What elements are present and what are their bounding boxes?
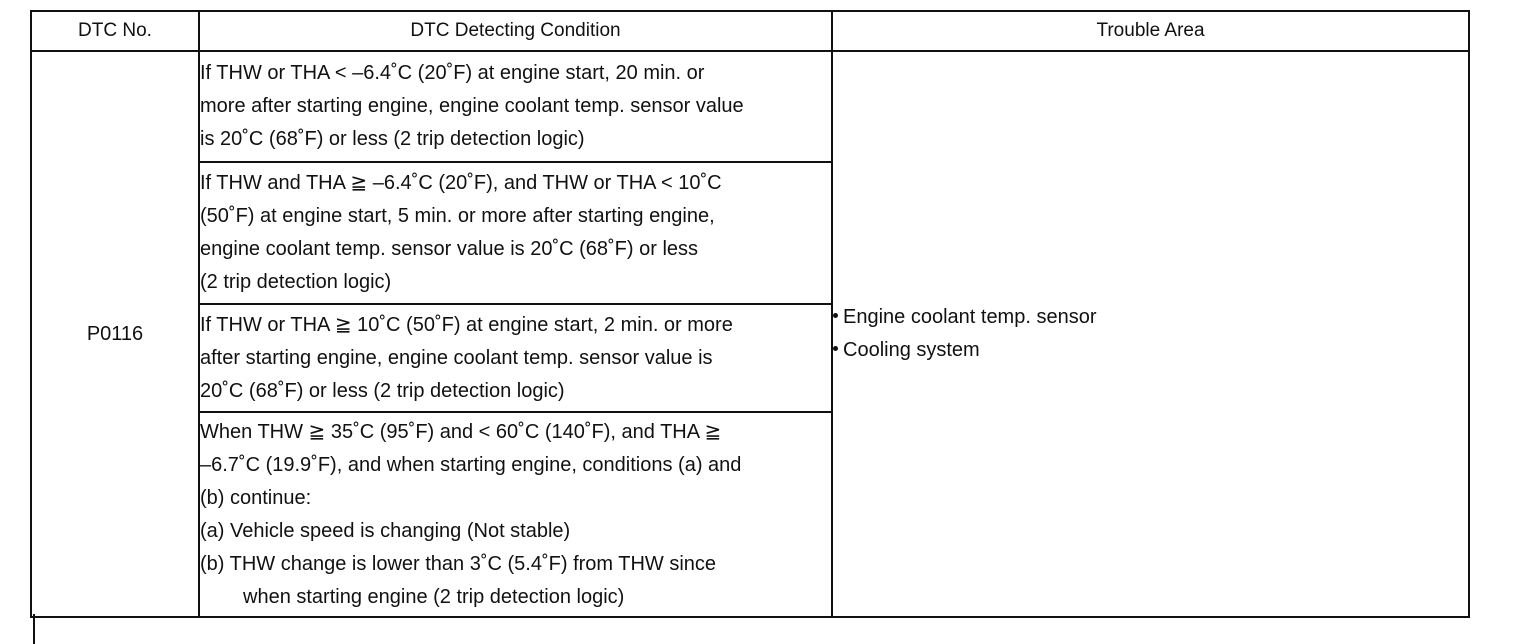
- condition-4-line-5: (b) THW change is lower than 3˚C (5.4˚F) from THW since: [200, 552, 717, 575]
- condition-3-line-2: after starting engine, engine coolant temp. sensor value is: [200, 346, 713, 369]
- condition-4-line-3: (b) continue:: [200, 486, 312, 509]
- dtc-table: [30, 10, 1470, 618]
- condition-2-line-4: (2 trip detection logic): [200, 271, 392, 293]
- header-trouble-area: Trouble Area: [832, 11, 1469, 51]
- trouble-area-item-2-text: Cooling system: [843, 339, 980, 361]
- condition-cell-3: [199, 304, 832, 412]
- condition-1-line-2: more after starting engine, engine coolant temp. sensor value: [200, 95, 744, 117]
- condition-3-line-1: If THW or THA ≧ 10˚C (50˚F) at engine start, 2 min. or more: [200, 313, 733, 336]
- condition-2-line-3: engine coolant temp. sensor value is 20˚C (68˚F) or less: [200, 238, 699, 260]
- trouble-area-item-1: [833, 301, 1468, 334]
- condition-1-line-3: is 20˚C (68˚F) or less (2 trip detection logic): [200, 128, 585, 150]
- trouble-area-cell: [832, 51, 1469, 617]
- header-row: [31, 11, 1469, 51]
- condition-1-line-1: If THW or THA < –6.4˚C (20˚F) at engine start, 20 min. or: [200, 62, 705, 84]
- page-edge-line: [33, 614, 35, 644]
- condition-4-line-4: (a) Vehicle speed is changing (Not stable): [200, 519, 571, 542]
- bullet-icon: [833, 346, 838, 351]
- dtc-number: P0116: [31, 51, 199, 617]
- condition-2-line-1: If THW and THA ≧ –6.4˚C (20˚F), and THW or THA < 10˚C: [200, 172, 722, 194]
- condition-cell-2: [199, 162, 832, 304]
- bullet-icon: [833, 313, 838, 318]
- condition-cell-1: [199, 51, 832, 162]
- header-dtc-no: DTC No.: [31, 11, 199, 51]
- header-condition: DTC Detecting Condition: [199, 11, 832, 51]
- condition-cell-4: [199, 412, 832, 617]
- condition-4-line-6: when starting engine (2 trip detection logic): [243, 585, 625, 608]
- trouble-area-item-2: [833, 334, 1468, 367]
- condition-3-line-3: 20˚C (68˚F) or less (2 trip detection logic): [200, 379, 565, 402]
- condition-4-line-1: When THW ≧ 35˚C (95˚F) and < 60˚C (140˚F), and THA ≧: [200, 420, 722, 443]
- trouble-area-item-1-text: Engine coolant temp. sensor: [843, 306, 1097, 328]
- condition-4-line-2: –6.7˚C (19.9˚F), and when starting engine, conditions (a) and: [200, 453, 742, 476]
- condition-row-1: [31, 51, 1469, 162]
- condition-2-line-2: (50˚F) at engine start, 5 min. or more after starting engine,: [200, 205, 715, 227]
